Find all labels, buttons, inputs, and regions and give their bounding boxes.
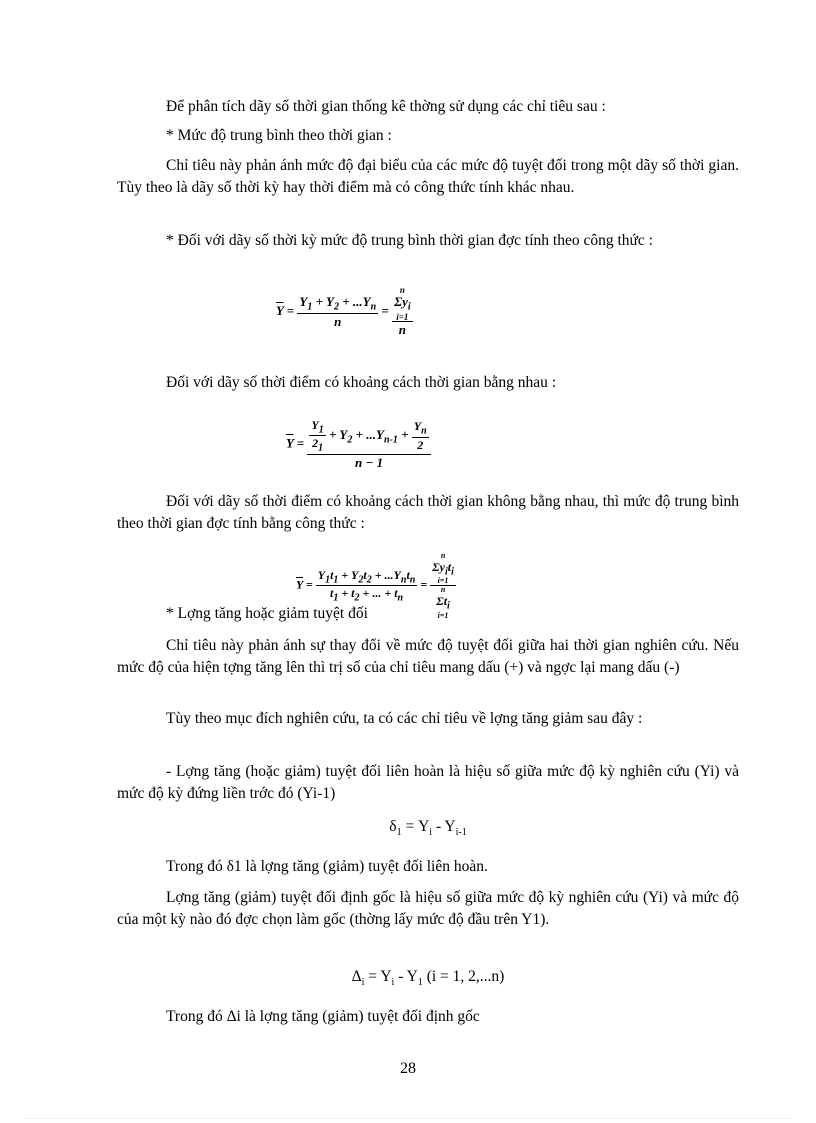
formula-period-average: $\overline{Y}$ = $\frac{Y_1 + Y_2 + ...Y_n}{n}$ = n $\Sigma y_i$ i=1 n [276,285,411,337]
paragraph-intro: Để phân tích dãy số thời gian thống kê thờng sử dụng các chỉ tiêu sau : [166,98,606,115]
formula-chain-change: $\delta_1 = Y_i - Y_{i-1}$ [389,818,467,839]
paragraph-equal-intervals: Đối với dãy số thời điểm có khoảng cách thời gian bằng nhau : [166,374,557,391]
paragraph-chain-definition: Trong đó δ1 là lợng tăng (giảm) tuyệt đối liên hoàn. [166,858,488,875]
paragraph-unequal-intervals: Đối với dãy số thời điểm có khoảng cách thời gian không bằng nhau, thì mức độ trung bình theo thời gian đợc tính bằng công thức : [117,493,739,532]
formula-unequal-intervals: $\overline{Y}$ = $\frac{Y_1t_1 + Y_2t_2 + ...Y_nt_n}{t_1 + t_2 + ... + t_n}$ = n $\Sigma y_it_i$ i=1 n $\Sigma t_i$ i=1 [296,551,454,620]
paragraph-base-definition: Trong đó Δi là lợng tăng (giảm) tuyệt đối định gốc [166,1008,480,1025]
heading-absolute-change: * Lợng tăng hoặc giảm tuyệt đối [166,605,368,622]
page-number: 28 [400,1060,416,1077]
heading-average-level: * Mức độ trung bình theo thời gian : [166,127,392,144]
formula-equal-intervals: $\overline{Y}$ = $\frac{Y_1}{2_1}$ + $Y_2 + ...Y_{n-1}$ + $\frac{Y_n}{2}$ n − 1 [286,418,431,471]
page-divider [25,1118,791,1119]
formula-base-change: $\Delta_i = Y_i - Y_1$ (i = 1, 2,...n) [351,968,505,989]
paragraph-chain-change: - Lợng tăng (hoặc giảm) tuyệt đối liên hoàn là hiệu số giữa mức độ kỳ nghiên cứu (Yi) và mức độ kỳ đứng liền trớc đó (Yi-1) [117,763,739,802]
paragraph-absolute-change-desc: Chỉ tiêu này phản ánh sự thay đổi về mức độ tuyệt đối giữa hai thời gian nghiên cứu. Nếu mức độ của hiện tợng tăng lên thì trị số của chỉ tiêu mang dấu (+) và ngợc lại mang dấu (-) [117,637,739,676]
paragraph-purpose: Tùy theo mục đích nghiên cứu, ta có các chỉ tiêu về lợng tăng giảm sau đây : [166,710,643,727]
paragraph-period-series: * Đối với dãy số thời kỳ mức độ trung bình thời gian đợc tính theo công thức : [166,232,653,249]
paragraph-base-change: Lợng tăng (giảm) tuyệt đối định gốc là hiệu số giữa mức độ kỳ nghiên cứu (Yi) và mức độ của một kỳ nào đó đợc chọn làm gốc (thờng lấy mức độ đầu trên Y1). [117,889,739,928]
paragraph-average-desc: Chỉ tiêu này phản ánh mức độ đại biểu của các mức độ tuyệt đối trong một dãy số thời gian. Tùy theo là dãy số thời kỳ hay thời điểm mà có công thức tính khác nhau. [117,157,739,196]
